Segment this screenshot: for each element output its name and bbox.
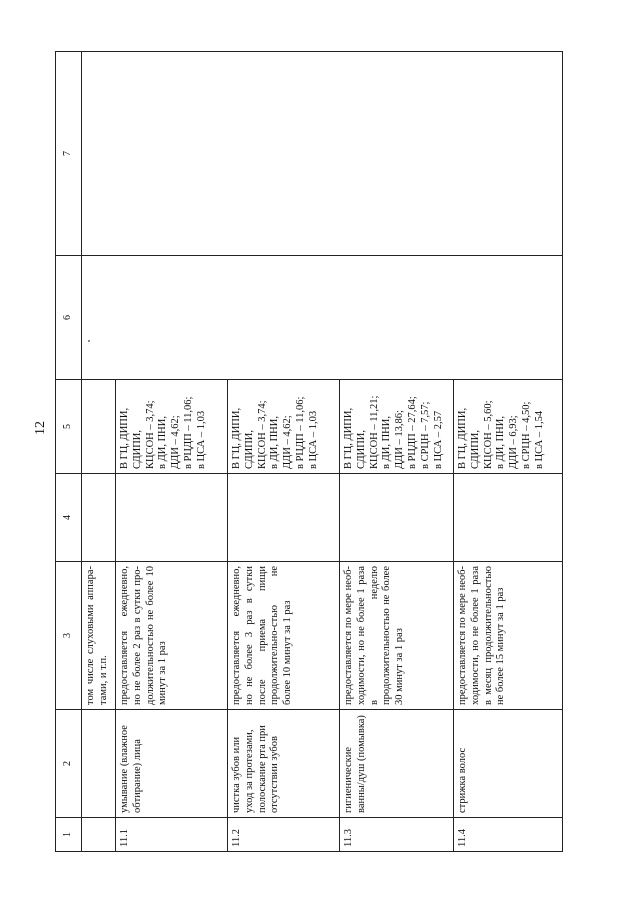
tariff-line: в РЦДП – 11,06; (182, 396, 194, 469)
cell-col4 (228, 474, 340, 562)
cell-num: 11.4 (454, 818, 563, 852)
cell-frequency: предоставляется ежедневно, но не более 3 раз в сутки после приема пищи продолжительно-стью не более 10 минут за 1 раз (228, 562, 340, 710)
cell-num: 11.1 (116, 818, 228, 852)
cell-name: умывание (влажное обтирание) лица (116, 710, 228, 818)
column-header: 2 (56, 710, 82, 818)
cell-name: стрижка волос (454, 710, 563, 818)
cell-col7 (82, 52, 563, 256)
tariff-line: СДИПИ, (243, 429, 255, 469)
tariff-line: ДДИ – 13,86; (394, 410, 406, 469)
cell-col4 (454, 474, 563, 562)
cell-name (82, 710, 116, 818)
services-table (55, 51, 563, 852)
cell-frequency: предоставляется по мере необ-ходимости, но не более 1 раза в месяц продолжительностью не более 15 минут за 1 раз (454, 562, 563, 710)
tariff-line: в СРЦН – 4,50; (520, 401, 532, 469)
cell-tariff (340, 380, 454, 474)
tariff-line: ДДИ – 4,62; (170, 415, 182, 469)
cell-num: 11.2 (228, 818, 340, 852)
tariff-line: В ГЦ, ДИПИ, (343, 407, 354, 469)
tariff-line: КЦСОН – 3,74; (256, 400, 268, 469)
column-header: 3 (56, 562, 82, 710)
tariff-line: в ДИ, ПНИ, (495, 416, 507, 469)
column-header: 1 (56, 818, 82, 852)
cell-tariff (82, 380, 116, 474)
tariff-line: в РЦДП – 11,06; (294, 396, 306, 469)
tariff-line: ДДИ – 6,93; (508, 415, 520, 469)
tariff-line: в ЦСА – 1,54 (533, 410, 545, 469)
cell-col4 (340, 474, 454, 562)
page-number: 12 (33, 421, 48, 435)
tariff-line: КЦСОН – 11,21; (368, 395, 380, 469)
column-header: 6 (56, 256, 82, 380)
tariff-line: в ЦСА – 2,57 (432, 410, 444, 469)
cell-tariff (116, 380, 228, 474)
header-row (56, 52, 82, 852)
column-header: 4 (56, 474, 82, 562)
tariff-line: в ДИ, ПНИ, (381, 416, 393, 469)
column-header: 5 (56, 380, 82, 474)
cell-num (82, 818, 116, 852)
cell-frequency: предоставляется по мере необ-ходимости, но не более 1 раза в неделю продолжительностью не более 30 минут за 1 раз (340, 562, 454, 710)
tariff-line: в РЦДП – 27,64; (406, 396, 418, 469)
tariff-line: В ГЦ, ДИПИ, (231, 407, 242, 469)
cell-col4 (116, 474, 228, 562)
tariff-line: в ДИ, ПНИ, (157, 416, 169, 469)
cell-tariff (228, 380, 340, 474)
tariff-line: в ЦСА – 1,03 (195, 410, 207, 469)
tariff-line: В ГЦ, ДИПИ, (457, 407, 468, 469)
cell-name: гигиенические ванны/душ (помывка) (340, 710, 454, 818)
tariff-line: В ГЦ, ДИПИ, (119, 407, 130, 469)
cell-frequency: предоставляется ежедневно, но не более 2 раз в сутки про-должительностью не более 10 минут за 1 раз (116, 562, 228, 710)
continuation-row (82, 52, 116, 852)
cell-col4 (82, 474, 116, 562)
column-header: 7 (56, 52, 82, 256)
cell-col6 (82, 256, 563, 380)
tariff-line: СДИПИ, (131, 429, 143, 469)
tariff-line: СДИПИ, (355, 429, 367, 469)
cell-name: чистка зубов или уход за протезами, полоскание рта при отсутствии зубов (228, 710, 340, 818)
cell-num: 11.3 (340, 818, 454, 852)
tariff-line: в ДИ, ПНИ, (269, 416, 281, 469)
tariff-line: в ЦСА – 1,03 (307, 410, 319, 469)
rotated-table-wrapper (55, 52, 563, 852)
tariff-line: в СРЦН – 7,57; (419, 401, 431, 469)
tariff-line: СДИПИ, (469, 429, 481, 469)
cell-tariff (454, 380, 563, 474)
cell-frequency: том числе слуховыми аппара-тами, и т.п. (82, 562, 116, 710)
tariff-line: КЦСОН – 3,74; (144, 400, 156, 469)
tariff-line: ДДИ – 4,62; (282, 415, 294, 469)
tariff-line: КЦСОН – 5,60; (482, 400, 494, 469)
